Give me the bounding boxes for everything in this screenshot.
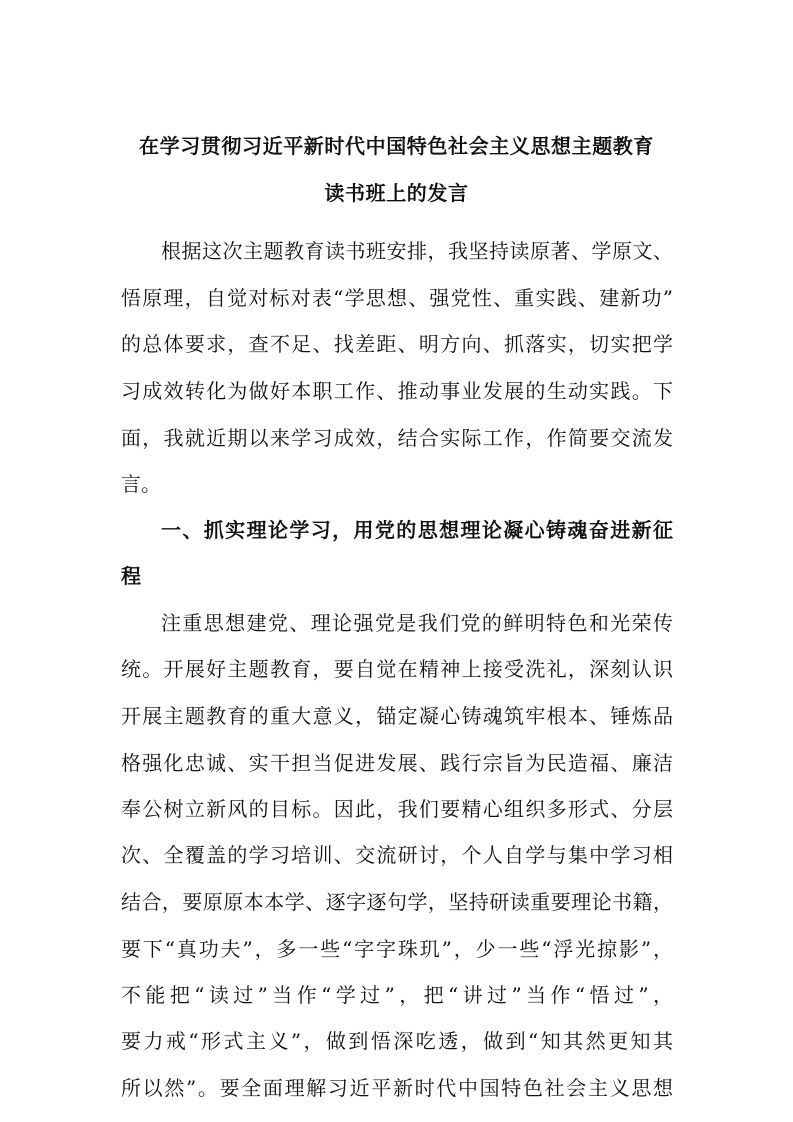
paragraph-line: 要下“真功夫”，多一些“字字珠玑”，少一些“浮光掠影”， bbox=[121, 937, 673, 961]
paragraph-line: 面，我就近期以来学习成效，结合实际工作，作简要交流发 bbox=[121, 426, 673, 450]
heading-line: 一、抓实理论学习，用党的思想理论凝心铸魂奋进新征 bbox=[161, 518, 673, 542]
paragraph-line: 不能把“读过”当作“学过”，把“讲过”当作“悟过”， bbox=[121, 983, 673, 1007]
paragraph-line: 悟原理，自觉对标对表“学思想、强党性、重实践、建新功” bbox=[121, 286, 673, 310]
paragraph-line: 统。开展好主题教育，要自觉在精神上接受洗礼，深刻认识 bbox=[121, 657, 673, 681]
document-title-line-1: 在学习贯彻习近平新时代中国特色社会主义思想主题教育 bbox=[139, 134, 654, 158]
paragraph-line: 习成效转化为做好本职工作、推动事业发展的生动实践。下 bbox=[121, 379, 673, 403]
document-title-line-2: 读书班上的发言 bbox=[324, 181, 469, 205]
paragraph-line: 奉公树立新风的目标。因此，我们要精心组织多形式、分层 bbox=[121, 797, 673, 821]
paragraph-line: 言。 bbox=[121, 472, 161, 496]
paragraph-line: 注重思想建党、理论强党是我们党的鲜明特色和光荣传 bbox=[161, 611, 673, 635]
paragraph-line: 要力戒“形式主义”，做到悟深吃透，做到“知其然更知其 bbox=[121, 1029, 673, 1053]
paragraph-line: 格强化忠诚、实干担当促进发展、践行宗旨为民造福、廉洁 bbox=[121, 751, 673, 775]
paragraph-line: 所以然”。要全面理解习近平新时代中国特色社会主义思想 bbox=[121, 1076, 673, 1100]
paragraph-line: 次、全覆盖的学习培训、交流研讨，个人自学与集中学习相 bbox=[121, 843, 673, 867]
paragraph-line: 的总体要求，查不足、找差距、明方向、抓落实，切实把学 bbox=[121, 332, 673, 356]
heading-line: 程 bbox=[121, 564, 141, 588]
paragraph-line: 根据这次主题教育读书班安排，我坚持读原著、学原文、 bbox=[161, 239, 673, 263]
paragraph-line: 开展主题教育的重大意义，锚定凝心铸魂筑牢根本、锤炼品 bbox=[121, 704, 673, 728]
paragraph-line: 结合，要原原本本学、逐字逐句学，坚持研读重要理论书籍， bbox=[121, 890, 673, 914]
